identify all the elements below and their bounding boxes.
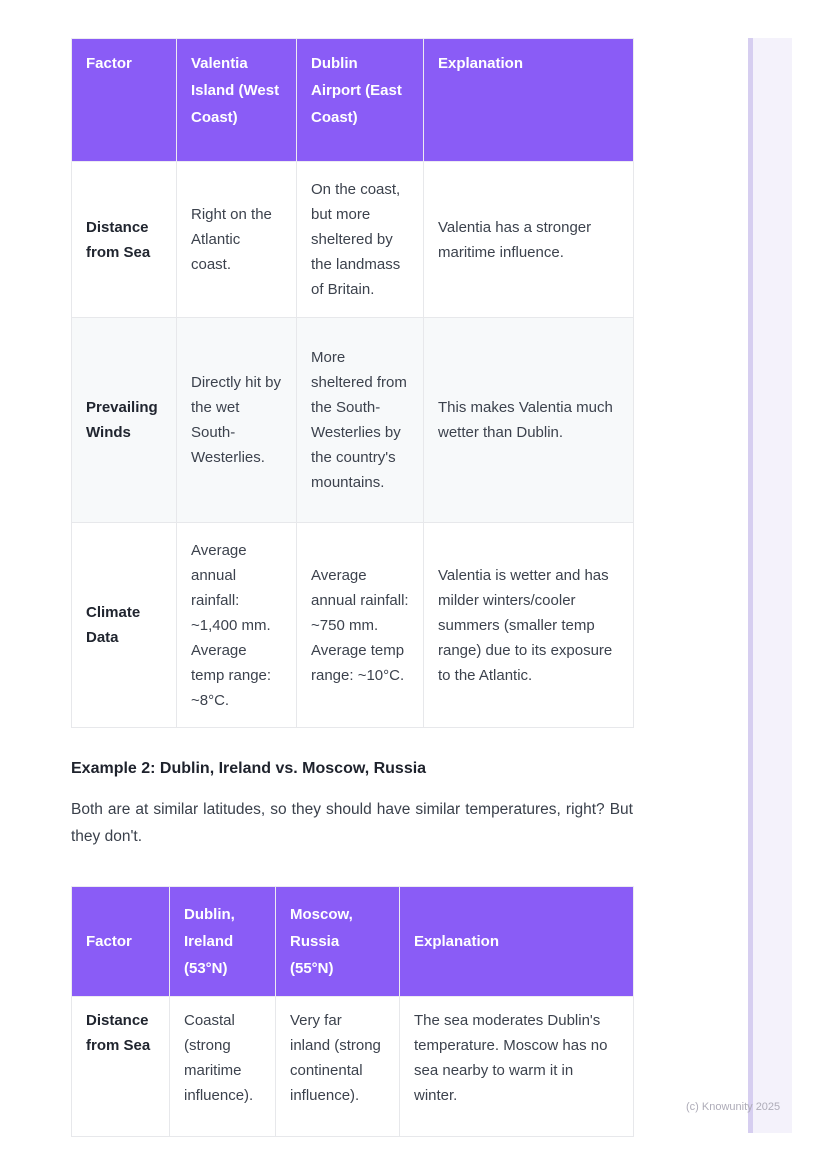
factor-cell: Climate Data	[72, 523, 177, 728]
header-cell-explanation: Explanation	[424, 39, 634, 162]
header-cell-factor: Factor	[72, 887, 170, 997]
header-cell-explanation: Explanation	[400, 887, 634, 997]
table-row-distance-from-sea	[72, 162, 634, 318]
header-cell-valentia: Valentia Island (West Coast)	[177, 39, 297, 162]
dublin-cell: On the coast, but more sheltered by the landmass of Britain.	[297, 162, 424, 318]
table-row-climate-data	[72, 523, 634, 728]
header-cell-dublin-ireland: Dublin, Ireland (53°N)	[170, 887, 276, 997]
dublin-cell: More sheltered from the South-Westerlies by the country's mountains.	[297, 318, 424, 523]
page-edge-strip	[753, 38, 792, 1133]
table-header-row	[72, 39, 634, 162]
valentia-cell: Average annual rainfall: ~1,400 mm. Average temp range: ~8°C.	[177, 523, 297, 728]
header-cell-factor: Factor	[72, 39, 177, 162]
dublin-cell: Coastal (strong maritime influence).	[170, 997, 276, 1137]
explanation-cell: This makes Valentia much wetter than Dublin.	[424, 318, 634, 523]
example-2-intro-paragraph: Both are at similar latitudes, so they should have similar temperatures, right? But they don't.	[71, 801, 633, 845]
table-header-row	[72, 887, 634, 997]
dublin-vs-moscow-table	[71, 886, 634, 1137]
explanation-cell: Valentia has a stronger maritime influence.	[424, 162, 634, 318]
header-cell-moscow-russia: Moscow, Russia (55°N)	[276, 887, 400, 997]
factor-cell: Prevailing Winds	[72, 318, 177, 523]
moscow-cell: Very far inland (strong continental influence).	[276, 997, 400, 1137]
dublin-cell: Average annual rainfall: ~750 mm. Average temp range: ~10°C.	[297, 523, 424, 728]
explanation-cell: Valentia is wetter and has milder winters/cooler summers (smaller temp range) due to its exposure to the Atlantic.	[424, 523, 634, 728]
factor-cell: Distance from Sea	[72, 997, 170, 1137]
valentia-vs-dublin-table	[71, 38, 634, 728]
header-cell-dublin-airport: Dublin Airport (East Coast)	[297, 39, 424, 162]
table-row-distance-from-sea	[72, 997, 634, 1137]
valentia-cell: Directly hit by the wet South-Westerlies.	[177, 318, 297, 523]
document-page-content	[71, 38, 633, 1137]
explanation-cell: The sea moderates Dublin's temperature. Moscow has no sea nearby to warm it in winter.	[400, 997, 634, 1137]
table-row-prevailing-winds	[72, 318, 634, 523]
valentia-cell: Right on the Atlantic coast.	[177, 162, 297, 318]
factor-cell: Distance from Sea	[72, 162, 177, 318]
example-2-heading: Example 2: Dublin, Ireland vs. Moscow, Russia	[71, 760, 427, 777]
knowunity-watermark: (c) Knowunity 2025	[686, 1101, 781, 1113]
